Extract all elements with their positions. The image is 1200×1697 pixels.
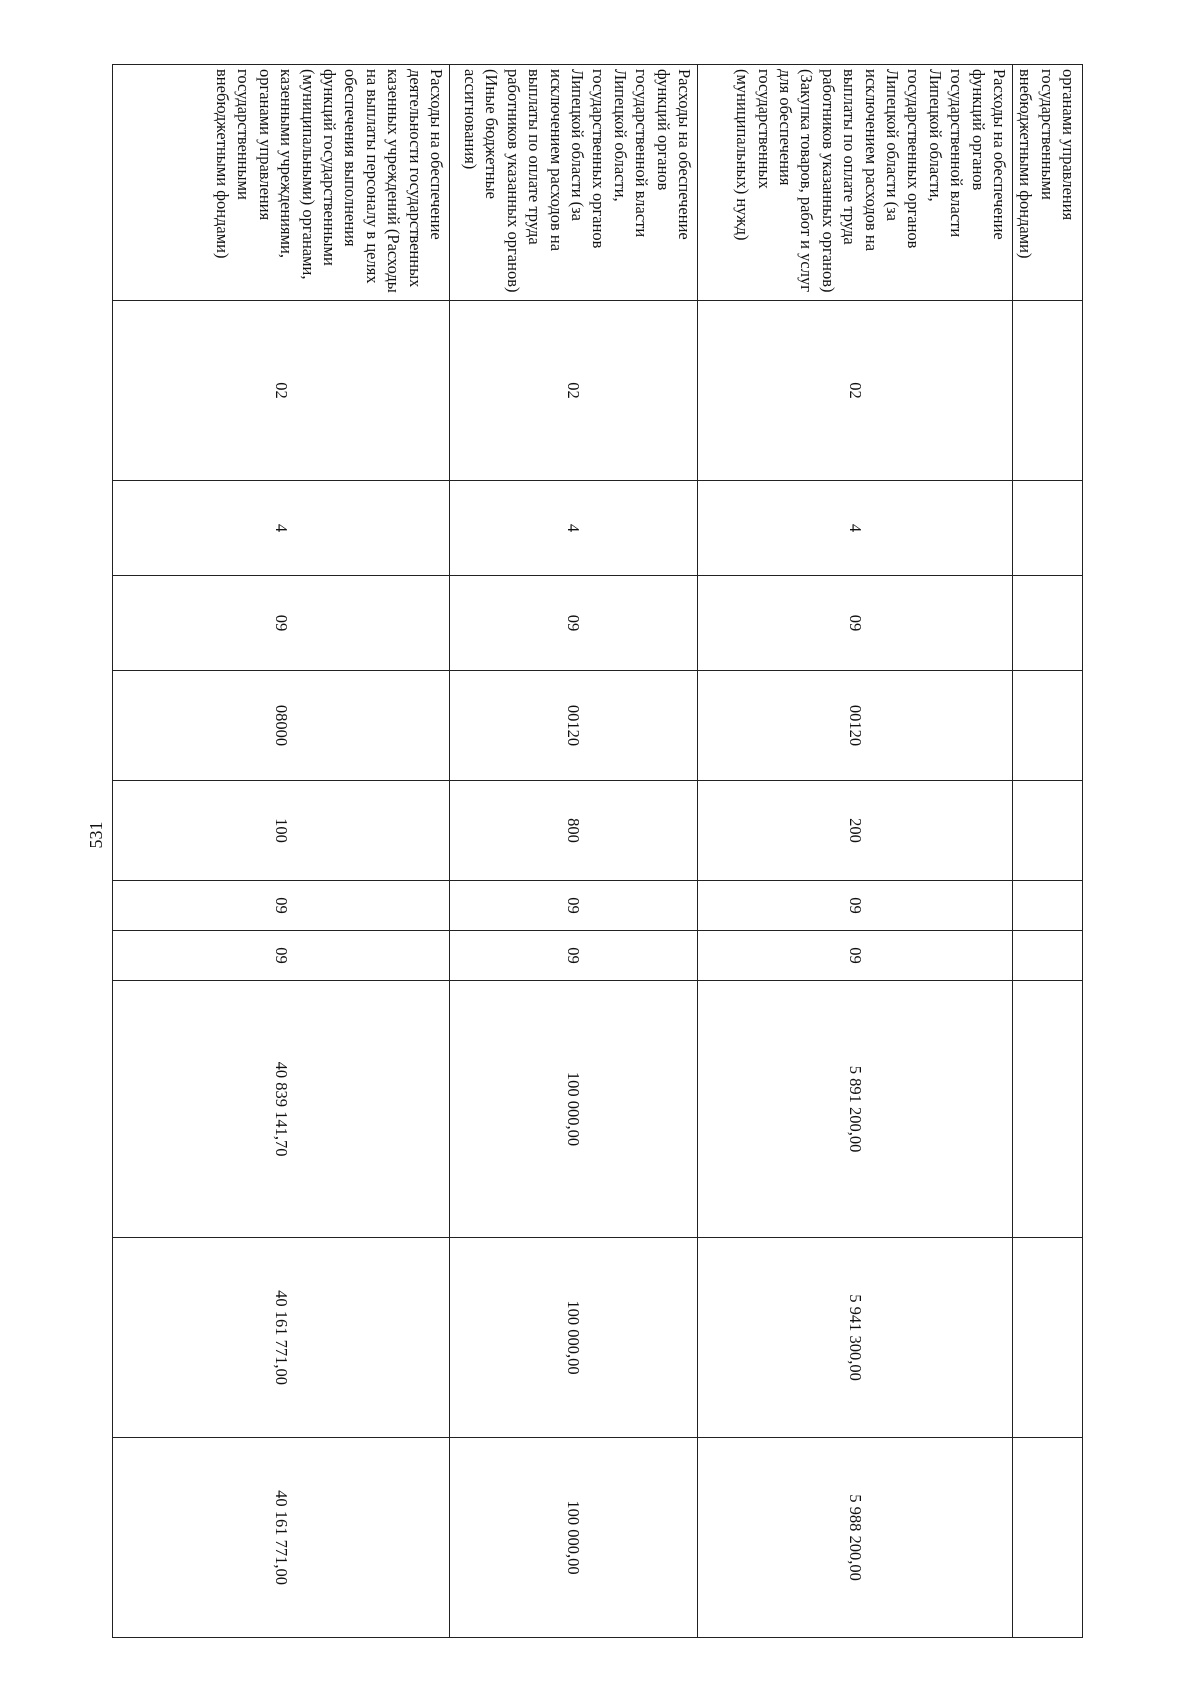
cell-code: 09 <box>450 576 698 671</box>
cell-amount: 5 891 200,00 <box>698 981 1013 1238</box>
cell-amount: 40 839 141,70 <box>113 981 450 1238</box>
cell-code: 200 <box>698 781 1013 881</box>
cell-code: 09 <box>698 576 1013 671</box>
cell-amount: 5 988 200,00 <box>698 1438 1013 1638</box>
cell-code: 09 <box>450 931 698 981</box>
row-description: Расходы на обеспечение деятельности государственных казенных учреждений (Расходы на выплаты персоналу в целях обеспечения выполнения функций государственными (муниципальными) органами, казенными учреждениями, органами управления государственными внебюджетными фондами) <box>113 65 450 301</box>
row-description: Расходы на обеспечение функций органов государственной власти Липецкой области, государственных органов Липецкой области (за исключением расходов на выплаты по оплате труда работников указанных органов) (Иные бюджетные ассигнования) <box>450 65 698 301</box>
cell-code: 09 <box>698 931 1013 981</box>
col-value <box>1013 781 1083 881</box>
col-value <box>1013 981 1083 1238</box>
col-value <box>1013 301 1083 481</box>
cell-amount: 100 000,00 <box>450 1238 698 1438</box>
row-description: органами управления государственными внебюджетными фондами) <box>1013 65 1083 301</box>
table-row <box>113 65 450 1638</box>
cell-code: 4 <box>113 481 450 576</box>
cell-code: 4 <box>450 481 698 576</box>
col-value <box>1013 481 1083 576</box>
cell-code: 100 <box>113 781 450 881</box>
cell-code: 02 <box>698 301 1013 481</box>
table-row <box>450 65 698 1638</box>
cell-code: 02 <box>113 301 450 481</box>
table-row <box>1013 65 1083 1638</box>
budget-table <box>112 64 1083 1638</box>
cell-amount: 40 161 771,00 <box>113 1238 450 1438</box>
cell-amount: 100 000,00 <box>450 981 698 1238</box>
col-value <box>1013 881 1083 931</box>
col-value <box>1013 671 1083 781</box>
col-value <box>1013 1438 1083 1638</box>
col-value <box>1013 576 1083 671</box>
cell-code: 02 <box>450 301 698 481</box>
cell-code: 08000 <box>113 671 450 781</box>
budget-table-rotated <box>113 64 1083 1637</box>
cell-code: 09 <box>698 881 1013 931</box>
cell-code: 09 <box>113 881 450 931</box>
row-description: Расходы на обеспечение функций органов государственной власти Липецкой области, государственных органов Липецкой области (за исключением расходов на выплаты по оплате труда работников указанных органов) (Закупка товаров, работ и услуг для обеспечения государственных (муниципальных) нужд) <box>698 65 1013 301</box>
cell-amount: 5 941 300,00 <box>698 1238 1013 1438</box>
col-value <box>1013 931 1083 981</box>
cell-amount: 100 000,00 <box>450 1438 698 1638</box>
table-row <box>698 65 1013 1638</box>
cell-code: 09 <box>113 931 450 981</box>
cell-code: 800 <box>450 781 698 881</box>
cell-code: 00120 <box>698 671 1013 781</box>
cell-code: 4 <box>698 481 1013 576</box>
cell-code: 09 <box>450 881 698 931</box>
col-value <box>1013 1238 1083 1438</box>
page-number: 531 <box>86 821 106 849</box>
cell-amount: 40 161 771,00 <box>113 1438 450 1638</box>
cell-code: 00120 <box>450 671 698 781</box>
cell-code: 09 <box>113 576 450 671</box>
